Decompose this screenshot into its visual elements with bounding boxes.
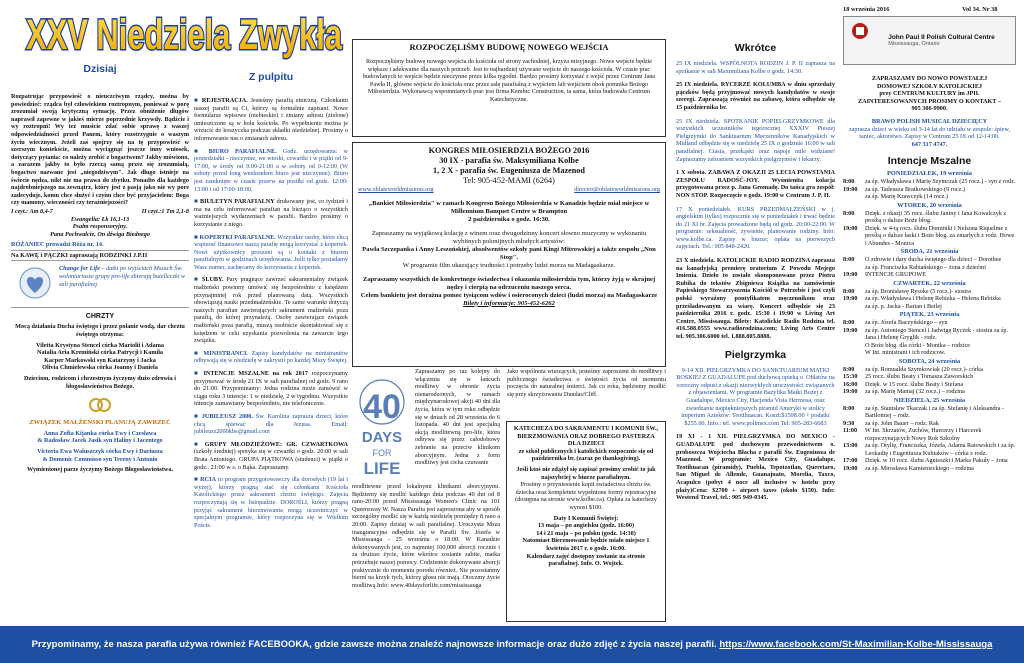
concert-artists: Pawła Szczepanka i Anny Leszońskiej, absolwentów szkoły pani Kingi Mitrowskiej a także zespołu „Non Stop". bbox=[362, 245, 656, 261]
pulpit-item-title: GRUPY MŁODZIEŻOWE: GR. CZWARTKOWA bbox=[204, 440, 348, 448]
facebook-link[interactable]: https://www.facebook.com/St-Maximilian-Kolbe-Mississauga bbox=[719, 639, 993, 650]
psalm-label: Psalm responsoryjny. bbox=[72, 223, 128, 231]
forty-days-logo bbox=[352, 372, 412, 482]
baptism-name: Olivia Chmielewska córka Joanny i Daniela bbox=[42, 364, 158, 372]
pulpit-item-text: Pary pragnące zawrzeć sakramentalny związek małżeński powinny umówić się bezpośrednio z księdzem przynajmniej rok przed planowaną datą. Wszystkich obowiązują nauki przedmałżeńskie. Te same warunki dotyczą naszych parafian zawierających sakrament małżeński poza parafią, do której przynależą. Osoby zawierające związek małżeński poza parafią, muszą osobiście skontaktować się z księdzem w celu uzyskania pozwolenia na zawarcie tego związku. bbox=[194, 276, 348, 345]
column-today bbox=[11, 63, 189, 474]
pulpit-item-text: Godz. urzędowania: w poniedziałki - nieczynne, we wtorki, czwartki i w piątki od 9-17:00, w środy od 9:00-21:00 a w soboty od 9-12:00 (W soboty przed long weekendem biuro jest nieczynne). Biuro jest zamknięte w czasie przerw na posiłki od godz. 12:00-13:00 i od 17:00-18:00. bbox=[194, 147, 348, 193]
mass-intention-row bbox=[843, 420, 1016, 428]
concert-program: W programie film ukazujący trudności i potrzeby ludzi morza na Madagaskarze. bbox=[402, 261, 616, 269]
rosary-note bbox=[11, 241, 189, 249]
mass-time bbox=[843, 349, 865, 357]
heart-icon bbox=[11, 265, 59, 301]
wedding-name: & Radosław Jacek Jasik syn Haliny i Jacentego bbox=[37, 437, 163, 445]
soon-item: 1 X sobota. ZABAWA Z OKAZJI 25 LECIA POWSTANIA ZESPOŁU RADOŚĆ-JOY. Wyśmienita kolacja przygotowana przez p. Jana Gromadę. Do tańca gra zespół: NON STOP. Rozpoczęcie o godz. 19:00 w Centrum J. P. II. bbox=[676, 169, 835, 199]
baptism-wish: Dzieciom, rodzicom i chrzestnym życzymy dużo zdrowia i błogosławieństwa Bożego. bbox=[23, 375, 176, 390]
forty-days-graphic bbox=[352, 372, 412, 482]
mass-intention-row bbox=[843, 225, 1016, 248]
forty-days-details: modlitewne przed lokalnymi klinikami aborcyjnymi. Będziemy się modlić każdego dnia podczas 40 dni od 8 rano-20:00 przed Mississauga Women's Clinic na 101 Queensway W. Nasza Parafia jest zaproszona aby w sposób szczególny modlić się w każdą niedzielę pomiędzy 8 rano a 20:00. Zapisy dzisiaj w sali parafialnej. Uroczysta Msza inauguracyjna odbędzie się w Parafii Św. Józefa w Mississauga - 25 września o 18:00. W Kanadzie dokonywanych jest, co najmniej 100,000 aborcji rocznie i za druższe życie, które wkrótce zostanie zabite, matka potrzebuje naszej pomocy. Codziennie dokonywane aborcji praktycznie do momentu porodu również. Nie pozostańmy bierni na krzyk tych, którzy głosu nie mają. Otoczmy życie modlitwą.Info: www.40daysforlife.com/mississauga bbox=[352, 483, 500, 589]
pulpit-item-title: KOPERTKI PARAFIALNE. bbox=[199, 233, 276, 241]
mass-intention-row bbox=[843, 366, 1016, 374]
wedding-name: Anna Zofia Kijanka córka Ewy i Czesława bbox=[43, 429, 157, 437]
mass-time: 8:00 bbox=[843, 178, 855, 186]
concert-invite: Zapraszamy na wyjątkową kolację z winem oraz dwugodzinny koncert słowno muzyczny w wykonaniu wybitnych polonijnych młodych artystów: bbox=[371, 229, 647, 245]
mass-time: 13:00 bbox=[843, 442, 858, 450]
mass-intention-row bbox=[843, 186, 1016, 194]
mass-intention-row bbox=[843, 427, 1016, 442]
banquet-text: „Bankiet Miłosierdzia" w ramach Kongresu Bożego Miłosierdzia w Kanadzie będzie miał miejsce w Millennium Banquet Centre w Brampton bbox=[368, 199, 650, 215]
centre-location: Mississauga, Ontario bbox=[888, 41, 940, 47]
footer-text: Przypominamy, że nasza parafia używa również FACEBOOKA, gdzie zawsze można znaleźć najnowsze informacje oraz dużo zdjęć z życia naszej parafii. bbox=[31, 639, 717, 650]
mass-intention-row bbox=[843, 373, 1016, 381]
baptism-name: Kacper Markowski syn Katarzyny i Jacka bbox=[44, 356, 156, 364]
mass-intention-row bbox=[843, 457, 1016, 465]
catechesis-start: ze szkół publicznych i katolickich rozpocznie się od października br. (zaraz po thanksgiving). bbox=[518, 447, 654, 463]
masthead-title-art bbox=[22, 3, 347, 61]
mass-intention-text: za śp. Władysława i Marię Szymczak (25 rocz.) - syn z rodz. bbox=[865, 178, 1016, 186]
witness-text: Zapraszamy wszystkich do konkretnego świadectwa i okazania miłosierdzia tym, którzy żyją w skrajnej nędzy i cierpią na odrzuceniu naszego serca. bbox=[362, 275, 656, 291]
homeschool-ad-line: DOMOWEJ SZKOŁY KATOLICKIEJ bbox=[876, 82, 983, 90]
bullet-square-icon: ■ bbox=[194, 370, 204, 377]
mass-day-heading: SOBOTA, 24 września bbox=[898, 357, 961, 365]
pulpit-item-text: Wszystkie osoby, które chcą wspierać finansowo naszą parafię mogą korzystać z kopertek. Nowi użytkownicy proszeni są o kontakt z biurem parafialnym w godzinach urzędowania. Jeśli tylko posiadamy Wasz numer, zachęcamy do korzystania z kopertek. bbox=[194, 233, 348, 271]
congress-website-link[interactable]: www.oblateworldmissions.org bbox=[358, 186, 434, 193]
pulpit-item bbox=[194, 413, 348, 436]
pulpit-item bbox=[194, 350, 348, 365]
mass-intention-row bbox=[843, 405, 1016, 420]
mass-time: 19:00 bbox=[843, 326, 858, 334]
change-for-life-text bbox=[59, 265, 189, 288]
pulpit-item-title: JUBILEUSZ 2000. bbox=[201, 412, 253, 420]
mass-intention-row bbox=[843, 319, 1016, 327]
mass-intention-row bbox=[843, 271, 1016, 279]
pulpit-item-text: drukowany jest, co tydzień i ma na celu informować parafian na bieżąco o wszystkich ważniejszych wydarzeniach w parafii. Bardzo prosimy o korzystanie z niego. bbox=[194, 198, 349, 228]
mass-day-heading: NIEDZIELA, 25 września bbox=[893, 396, 966, 404]
pulpit-item-text: to program przygotowawczy dla dorosłych (19 lat i wyżej), którzy pragną stać się członkami Kościoła Katolickiego przez sakrament chrztu świętego. Zajęcia rozpoczynają się w listopadzie. DOROŚLI, którzy pragną przyjąć sakrament bierzmowania mogą uczestniczyć w specjalnym programie, który rozpoczyna się w Wielkim Poście. bbox=[194, 476, 348, 529]
svg-text:40: 40 bbox=[363, 388, 401, 426]
column-pulpit bbox=[194, 71, 348, 534]
rosary-text: RÓŻANIEC prowadzi Róża nr. 14. bbox=[11, 241, 104, 249]
mercy-congress-box bbox=[352, 142, 666, 367]
pilgrimage-item: 19 XI - 1 XII. PIELGRZYMKA DO MEXICO - GUADALUPE pod duchowym przewodnictwem o. proboszcza Wojciecha Błacha z parafii Św. Eugeniusza de Mazenod. W programie: Mexico City, Guadalupe, Teotihuacan (piramidy), Puebla, Tepotzotlan, Queretaro, San Miguel de Allende, Guanajuato, Morelia, Taxco, Acapulco (pobyt 4 noce all inclusive w hotelu przy plaży)Cena: $2700 + airport taxes (około $150). Info: Westend Travel, tel.: 905 949-0345. bbox=[676, 433, 835, 502]
wedding-wish: Wymienionej parze życzymy Bożego Błogosławieństwa. bbox=[26, 466, 173, 474]
construction-text: Rozpoczęliśmy budowę nowego wejścia do kościoła od strony zachodniej, krzyża misyjnego. Nowe wejście będzie większe i adekwatne dla naszych potrzeb. Jest to najbardziej używane wejście do naszego kościoła. W czasie prac budowlanych to wejście będzie nieczynne przez kilka tygodni. Bardzo prosimy korzystać z wejść przez Centrum Jana Pawła II, główne wejście do kościoła oraz przez salę parafialną z wyjściem lub wejściem obok pomnika Bożego Miłosierdzia. Wykonawcą wspomnianych prac jest firma Kembic Construction, ta sama, która budowała Centrum Katechetyczne. bbox=[362, 58, 656, 103]
baptism-name: Natalia Aria Kremiński córka Patrycji i Kamila bbox=[36, 349, 164, 357]
bullet-square-icon: ■ bbox=[194, 198, 201, 206]
mass-intention-row bbox=[843, 349, 1016, 357]
pulpit-item bbox=[194, 476, 348, 529]
soon-heading: Wkrótce bbox=[734, 42, 777, 54]
mass-intention-row bbox=[843, 193, 1016, 201]
pulpit-item bbox=[194, 97, 348, 143]
mass-intention-text: za śp. Romualda Szymkowiak (20 rocz.)- córka bbox=[865, 365, 983, 373]
banquet-date: 2 października o godz. 16:30. bbox=[468, 215, 550, 223]
forty-days-intro: Zapraszamy po raz kolejny do włączenia się w łańcuch modlitwy w obronie życia nienarodzonych, w ramach międzynarodowej akcji 40 dni dla życia, która w tym roku odbędzie się w dniach od 28 września do 6 listopada. 40 dni jest specjalną akcją modlitewną pro-life, która odbywa się przez całodobowy zebranie na przeciw klinikom aborcyjnym. Jedna z form modlitwy jest cicha czuwanie bbox=[415, 368, 500, 467]
mass-intention-row bbox=[843, 303, 1016, 311]
issue-date: 18 września 2016 bbox=[843, 6, 890, 13]
baptism-list bbox=[11, 342, 189, 372]
mass-intentions-list bbox=[843, 170, 1016, 472]
forty-days-col1-cont bbox=[352, 483, 500, 589]
mass-time bbox=[843, 264, 865, 272]
mass-time: 17:00 bbox=[843, 457, 858, 465]
pulpit-item bbox=[194, 276, 348, 344]
mass-intention-text: za śp. Antoniego Stencel i Jadwigę Ryczek - siostra za śp. Jana i Helenę Gryglik - rodz. bbox=[865, 326, 1009, 342]
mass-intention-text: Dzięk. w 4-tą rocz. ślubu Dominiki i Nelsona Riquelme z prośbą o dalsze łaski i Boże błog. za zmarłych z rodz. Howe i Abundes - Monica bbox=[865, 224, 1015, 247]
reflection-text: Rozpatrując przypowieść o nieuczciwym rządcy, można by powiedzieć: rządca był człowiekiem roztropnym, ponieważ w porę zrozumiał swoją krytyczną sytuację. Przez obniżenie długów naprawił zapewne w jakieś mierze poprzednie krzywdy. Bądźcie i wy roztropni! Wy też musicie zdać sobie sprawę z waszej odpowiedzialności przed Panem, który rozstrzygnie o waszym życiu wiecznym. Jeżeli zaś spojrzy się na tę przypowieść w szerszym kontekście, można wyciągnąć jeszcze inny wniosek, dotyczący pytania: co należy zrobić z bogactwem? Jakby mówiono, a zarazem jakby to było rzeczą samą przez się zrozumiałą, bogactwo nazwane jest „niegodziwym". Jak długo istnieje na świecie nędza, nikt nie ma prawa do zbytku. Ponadto dla każdego najdrobniejszego na zewnątrz, który jest z pasją jako nie wy pore zadecyduje, komu chce służyć i czyim chce być przyjacielem: Boga czy mamony, wieczności czy teraźniejszości? bbox=[11, 93, 189, 207]
confirmation-date: Natomiast Bierzmowanie będzie miało miejsce 1 kwietnia 2017 r. o godz. 16:00. bbox=[522, 537, 650, 552]
homeschool-ad-line: przy CENTRUM KULTURY im JPII. bbox=[879, 90, 980, 98]
mass-intention-text: za śp. p. Jacka - Barian i Betlej bbox=[865, 302, 942, 310]
pulpit-item-text: Zapisy kandydatów na ministrantów odbywają się w niedzielę w zakrystii po każdej Mszy Świętej. bbox=[194, 349, 348, 365]
soon-item: 25 IX niedziela. RYCERZE KOLUMBA w dniu sprzedaży pączków będą przyjmować nowych kandydatów w swoje szeregi. Zapraszają również na zabawę, która odbędzie się 15 października br. bbox=[676, 81, 835, 111]
masthead-title bbox=[22, 3, 347, 61]
mass-intention-text: za śp. Władysława i Helenę Rebizka – Helena Rebizka bbox=[865, 295, 1001, 303]
mass-intention-text: za śp. Bronisławę Rysoke (5 rocz.)- siostra bbox=[865, 287, 971, 295]
congress-email-link[interactable]: director@oblateworldmissions.org bbox=[574, 186, 660, 193]
pilgrimage-item: 9-14 XII. PIELGRZYMKA DO SANKTUARIUM MATKI BOSKIEJ Z GUADALUPE pod duchową opieką o. Oblatów na coroczny odpust z okazji niezwykłych uroczystości związanych z objawieniami. W programie Bazylika Matki Bożej z Guadalupe, Mexico City, Hacjenda Vista Hermosa, oraz zwiedzanie najpiękniejszych piramid Ameryki w stolicy imperium Azteków: Teotihuacan. Koszt:$1598.00 + podatki $255.00. Info.: tel. www.polimex.com Tel: 905-283-6683 bbox=[676, 366, 835, 427]
mass-time: 8:00 bbox=[843, 319, 855, 327]
wedding-heading: ZWIĄZEK MAŁŻEŃSKI PLANUJĄ ZAWRZEĆ bbox=[29, 419, 171, 427]
today-heading: Dzisiaj bbox=[83, 63, 117, 75]
pilgrimage-heading: Pielgrzymka bbox=[724, 348, 787, 361]
change-for-life bbox=[11, 265, 189, 301]
pulpit-list bbox=[194, 97, 348, 529]
bullet-square-icon: ■ bbox=[194, 147, 209, 155]
congress-links bbox=[358, 186, 660, 194]
mass-intention-text: Dzięk. z okazji 35 rocz. ślubu Janiny i Jana Kowalczyk z prośbą o dalsze Boże błog. bbox=[865, 209, 1007, 225]
mass-time: 19:00 bbox=[843, 224, 858, 232]
catechesis-docs: Prosimy o przyniesienie kopii świadectwa chrztu św. dziecka oraz kompletnie wypełnione formy rejestracyjne (dostępna na stronie www.kolbe.ca). Opłata za katechezy wynosi $100. bbox=[515, 481, 657, 511]
gospel: Ewangelia: Łk 16,1-13 bbox=[70, 215, 130, 223]
svg-text:XXV Niedziela Zwykła: XXV Niedziela Zwykła bbox=[26, 11, 343, 59]
congress-line2: 1, 2 X - parafia św. Eugeniusza de Mazenod bbox=[433, 166, 585, 175]
banquet-goal: Celem bankietu jest dorażna pomoc tysiącom wdów i osieroconych dzieci (ludzi morza) na Madagaskarze bbox=[360, 291, 658, 299]
bullet-square-icon: ■ bbox=[194, 349, 204, 357]
mass-intention-text: za śp. Franciszka Rabiańskiego – żona z dziećmi bbox=[865, 263, 986, 271]
soon-list bbox=[676, 60, 835, 341]
mass-intention-row bbox=[843, 210, 1016, 225]
musical-phone: 647 317 4747. bbox=[911, 140, 948, 148]
svg-text:LIFE: LIFE bbox=[363, 459, 401, 478]
congress-title: KONGRES MIŁOSIERDZIA BOŻEGO 2016 bbox=[428, 146, 590, 155]
forty-days-col2 bbox=[507, 368, 666, 398]
pulpit-item-title: RCIA bbox=[200, 476, 216, 484]
bullet-square-icon: ■ bbox=[194, 476, 201, 484]
bullet-square-icon: ■ bbox=[194, 440, 205, 448]
cultural-centre-logo bbox=[843, 16, 1016, 65]
mass-intention-text: za śp. Józefa Baczyńskiego – syn bbox=[865, 319, 948, 327]
wedding-name: Victoria Ewa Waluszczyk córka Ewy i Dariusza bbox=[37, 448, 163, 455]
mass-time: 8:00 bbox=[843, 404, 855, 412]
soon-item: 17 X poniedziałek. KURS PRZEDMAŁŻEŃSKI w j. angielskim (tylko) rozpocznie się w poniedziałek i trwać będzie do 21 XI br. Zajęcia prowadzone będą od godz. 20:00-22:00. W programie: seksualność, żywienie, planowanie rodziny. Info: www.kolbe.ca. Zapisy w biurze; opłata na pierwszych zajęciach. Tel.: 905 848-2420. bbox=[676, 205, 835, 251]
bullet-square-icon: ■ bbox=[194, 412, 202, 420]
mass-intention-row bbox=[843, 465, 1016, 473]
catechesis-box bbox=[506, 421, 666, 622]
pulpit-item-title: REJESTRACJA. bbox=[201, 97, 248, 104]
mass-time bbox=[843, 303, 865, 311]
catechesis-register: Jeśli ktoś nie zdążył się zapisać prosimy zrobić to jak najszybciej w biurze parafialnym. bbox=[516, 465, 656, 481]
pulpit-item bbox=[194, 441, 348, 471]
pulpit-item-title: BIULETYN PARAFIALNY bbox=[200, 198, 275, 206]
mass-intention-text: 25 rocz. ślubu Beaty i Tomasza Zaworskich bbox=[865, 373, 974, 381]
svg-text:DAYS: DAYS bbox=[361, 429, 403, 446]
centre-name: John Paul II Polish Cultural Centre bbox=[888, 34, 995, 41]
musical-text: zaprasza dzieci w wieku od 3-14 lat do udziału w zespole: śpiew, taniec, aktorstwo. Zapisy w Centrum 25 IX od 12-14:00. bbox=[848, 125, 1011, 141]
mass-intention-text: W Int. Skrzatów, Zuchów, Harcerzy i Harcerek rozpoczynających Nowy Rok Szkolny bbox=[865, 427, 982, 442]
mass-intention-row bbox=[843, 256, 1016, 264]
mass-time: 16:00 bbox=[843, 380, 858, 388]
mass-intention-row bbox=[843, 342, 1016, 350]
column-right bbox=[843, 16, 1016, 472]
mass-intention-row bbox=[843, 381, 1016, 389]
change-for-life-logo bbox=[11, 265, 59, 301]
mass-intention-text: O Boże błog. dla córki - Monika – rodzice bbox=[865, 341, 970, 349]
mass-time: 19:00 bbox=[843, 185, 858, 193]
soon-item: 23 X niedziela. KATOLICKIE RADIO RODZINA zaprasza na kanadyjską premierę oratorium Z Powodu Mojego Imienia. Dzieło to zostało skomponowane przez Piotra Rubika do tekstów Zbigniewa Książka na zamówienie Papieskiego Stowarzyszenia Kościół w Potrzebie i jest czyli polski wyrażony pontyfikatem męczennikom oraz prześladowanym za wiarę. Koncert odbędzie się 23 października 2016 r. godz. 15:30 i 19:00 w Living Art Centre, Mississauga. Bilety: Katolickie Radio Rodzina tel. 416.588.0555 www.radiorodzina.com; Living Arts Centre tel. 905.306.6000 tel. 1.888.805.8888. bbox=[676, 257, 835, 340]
mass-intention-text: za śp. Otylię, Franciszka, Józefa, Adama Ratowskich i za śp. Leokadię i Eugeniusza Kubiaków – córka z rodz. bbox=[865, 442, 1016, 457]
pulpit-item-title: BIURO PARAFIALNE. bbox=[208, 147, 277, 155]
mass-intention-text: INTENCJE GRUPOWE bbox=[865, 271, 927, 279]
congress-line1: 30 IX - parafia św. Maksymiliana Kolbe bbox=[439, 156, 579, 165]
construction-box bbox=[352, 39, 666, 137]
mass-intention-text: za śp. Marię Mamaj (32 rocz.) – rodzina bbox=[865, 388, 965, 396]
mass-intention-row bbox=[843, 178, 1016, 186]
forty-days-community: Jako wspólnota wierzących, jesteśmy zaproszeni do modlitwy i publicznego świadectwa o świętości życia od momentu poczęcia do naturalnej śmierci. Jak co roku, będziemy modlić się przy skrzyżowaniu Dundas/Cliff. bbox=[507, 368, 666, 398]
pilgrimage-list bbox=[676, 367, 835, 502]
mass-day-heading: PONIEDZIAŁEK, 19 września bbox=[886, 170, 973, 178]
mass-time: 11:00 bbox=[843, 427, 858, 435]
mass-intention-text: za śp. Tadeusza Bratkowskiego (9 rocz.) bbox=[865, 185, 965, 193]
footer-text-wrap bbox=[32, 639, 993, 650]
mass-time: 8:00 bbox=[843, 256, 855, 264]
mass-intention-row bbox=[843, 295, 1016, 303]
mass-day-heading: CZWARTEK, 22 września bbox=[893, 279, 966, 287]
mass-time: 8:00 bbox=[843, 209, 855, 217]
mass-time: 19:00 bbox=[843, 388, 858, 396]
bullet-square-icon: ■ bbox=[194, 276, 202, 284]
pulpit-item bbox=[194, 148, 348, 194]
bullet-square-icon: ■ bbox=[194, 233, 200, 241]
musical-title: BRAWO POLISH MUSICAL DZIECIĘCY bbox=[871, 117, 988, 125]
second-reading: II czyt.:1 Tm 2,1-8 bbox=[141, 207, 189, 215]
pulpit-item-title: INTENCJE MSZALNE na rok 2017 bbox=[203, 370, 308, 377]
first-reading: I czyt.: Am 8,4-7 bbox=[11, 207, 53, 215]
communion-date: 13 maja – po angielsku (godz. 16:00) bbox=[537, 522, 635, 530]
issue-volume: Vol 34. Nr 38 bbox=[962, 6, 998, 13]
mass-time: 8:00 bbox=[843, 365, 855, 373]
mass-time: 15:30 bbox=[843, 373, 858, 381]
mass-intentions-heading: Intencje Mszalne bbox=[887, 155, 972, 168]
wedding-rings-icon bbox=[11, 396, 189, 417]
readings-line bbox=[11, 208, 189, 216]
footer-bar bbox=[0, 626, 1024, 663]
communion-dates-label: Daty I Komunii Świętej: bbox=[553, 514, 619, 522]
centre-emblem-icon bbox=[850, 21, 870, 41]
mass-day-heading: PIĄTEK, 23 września bbox=[899, 311, 960, 319]
mass-intention-text: za śp. Marię Krawczyk (14 rocz.) bbox=[865, 193, 948, 201]
catechesis-title: KATECHEZA DO SAKRAMENTU I KOMUNII ŚW., BIERZMOWANIA ORAZ DOBREGO PASTERZA DLA DZIECI bbox=[513, 425, 659, 448]
psalm-refrain: Pana Pochwalcie, On dźwiga Biednego bbox=[50, 230, 150, 238]
pulpit-heading: Z pulpitu bbox=[248, 71, 294, 83]
mass-intention-text: W Int. ministrant i ich rodzicow. bbox=[865, 349, 946, 357]
mass-intention-text: za śp. Stanisław Tkaczak i za śp. Stefanię i Aleksandra - Bartłomiej – rodz. bbox=[865, 404, 1005, 420]
mass-time: 8:00 bbox=[843, 287, 855, 295]
soon-item: 25 IX niedziela. SPOTKANIE POPIELGRZYMKOWE dla wszystkich uczestników tegorocznej XXXIV Pieszej Pielgrzymki do Sanktuarium Męczenników Kanadyjskich w Midland odbędzie się w niedzielę 25 IX o godzinie 16:00 w sali parafialnej. Ciasta, przekąski oraz napoje mile widziane! Zapraszamy zebraniem wszystkich pielgrzymów i lekarzy. bbox=[676, 117, 835, 163]
baptism-heading: CHRZTY bbox=[85, 313, 115, 321]
change-for-life-body: – datki po wyjściach Mszach Św. wolontariusze grupy pro-life zbierają butelleczki w sali parafialnej. bbox=[59, 265, 186, 288]
pulpit-item-text: rozpoczynamy przyjmować w środę 21 IX w sali parafialnej od godz. 9 rano do 21:00. Przypominamy: Jedna rodzina może zamówić w ciągu roku 3 intencje: 1 w niedzielę, 2 w tygodniu. Wszystkie intencje zamawiamy bezpośrednio, nie telefonicznie. bbox=[194, 370, 348, 408]
mass-intention-row bbox=[843, 388, 1016, 396]
forty-days-col1 bbox=[415, 368, 500, 467]
coffee-note: Na KAWĘ i PĄCZKI zapraszają RODZINKI J.P.II bbox=[11, 251, 148, 259]
mass-intention-text: za śp. Mirosława Kamienieckiego – rodzina bbox=[865, 464, 974, 472]
mass-time bbox=[843, 342, 865, 350]
column-soon bbox=[676, 42, 835, 508]
change-for-life-title: Change for Life bbox=[59, 265, 100, 273]
baptism-intro: Mocą działania Ducha świętego i przez polanie wodą, dar chrztu świętego otrzyma: bbox=[15, 323, 185, 339]
mass-intention-text: O zdrowie i dary ducha świętego dla dzieci – Dorothee bbox=[865, 256, 1002, 264]
soon-item: 25 IX niedziela. WSPÓLNOTA RODZIN J. P. II zaprasza na spotkanie w sali Maximiliana Kolbe o godz. 14:30. bbox=[676, 60, 835, 75]
homeschool-ad-line: 905 306-9900. bbox=[911, 105, 948, 113]
mass-intention-row bbox=[843, 327, 1016, 342]
wedding-name: & Domenic Commisso syn Tereny i Antonio bbox=[42, 455, 158, 463]
mass-day-heading: WTOREK, 20 września bbox=[897, 201, 962, 209]
pulpit-item-text: Jesteśmy parafią etniczną. Członkami naszej parafii są Ci, którzy są formalnie zapisani. Nowe formularze wpisowe (niebieskie) i zmiany adresu (zielone) umieszczone są w holu kościoła. Po wypełnieniu można je wrzucić do koszyczka podczas składki niedzielnej. Prosimy o informowanie nas o zmianach adresu. bbox=[194, 97, 348, 142]
mass-intention-text: za śp. John Bauer – rodz. Rak bbox=[865, 419, 939, 427]
mass-intention-row bbox=[843, 288, 1016, 296]
homeschool-ad-line: ZAINTERESOWANYCH PROSIMY O KONTAKT – bbox=[858, 97, 1001, 105]
svg-text:FOR: FOR bbox=[372, 448, 392, 458]
communion-date: 14 i 21 maja – po polsku (godz. 14:30) bbox=[536, 529, 636, 537]
construction-title: ROZPOCZĘLIŚMY BUDOWĘ NOWEGO WEJŚCIA bbox=[409, 42, 609, 52]
pulpit-item-text: Św. Karolina zaprasza dzieci, które chcą śpiewać dla Jezusa. Email: jubileusz2000kbe@gmail.com bbox=[194, 412, 349, 436]
homeschool-ad-line: ZAPRASZAMY DO NOWO POWSTAŁEJ bbox=[871, 75, 988, 82]
pulpit-item bbox=[194, 198, 348, 228]
congress-phone: Tel: 905-452-MAMI (6264) bbox=[463, 176, 555, 185]
pulpit-item-title: MINISTRANCI. bbox=[203, 349, 248, 357]
baptism-name: Viletta Krystyna Stencel córka Mariolii i Adama bbox=[36, 341, 164, 349]
ticket-info: Bilety i informacje: 905-452-6262 bbox=[463, 299, 555, 307]
mass-intention-text: Dzięk. w 15 rocz. ślubu Beaty i Stefana bbox=[865, 380, 964, 388]
mass-time: 19:00 bbox=[843, 271, 858, 279]
pulpit-item bbox=[194, 234, 348, 272]
calendar-note: Kalendarz zajęć dostępny zostanie na stronie parafialnej. Info. O. Wojtek. bbox=[526, 552, 646, 568]
mass-time: 9:30 bbox=[843, 419, 855, 427]
mass-time: 19:00 bbox=[843, 464, 858, 472]
mass-time: 19:00 bbox=[843, 295, 858, 303]
mass-intention-row bbox=[843, 264, 1016, 272]
pulpit-item-title: ŚLUBY. bbox=[201, 276, 224, 284]
mass-time bbox=[843, 193, 865, 201]
mass-intention-text: Dzięk. w 10 rocz. ślubu Agnieszki i Marka Pakuły – żona bbox=[865, 457, 1008, 465]
bullet-square-icon: ■ bbox=[194, 97, 202, 104]
mass-day-heading: ŚRODA, 21 września bbox=[900, 248, 959, 256]
mass-intention-row bbox=[843, 442, 1016, 457]
pulpit-item-text: (szkoły średniej) spotyka się w czwartki o godz. 20:00 w sali Brata Antoniego. GRUPA PIĄTKOWA (studenci) w piątki o godz.. 21:00 w s. o Bąka. Zapraszamy. bbox=[194, 448, 348, 471]
pulpit-item bbox=[194, 370, 348, 408]
